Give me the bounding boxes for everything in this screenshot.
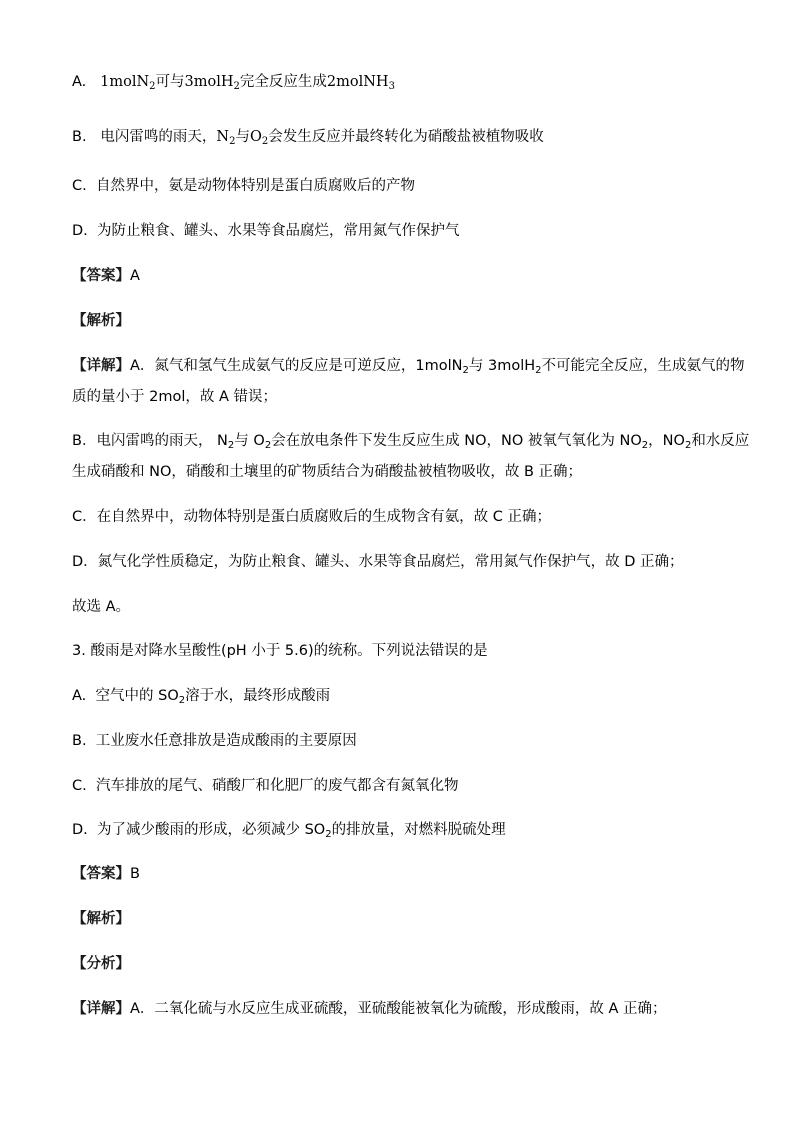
text: 为了减少酸雨的形成，必须减少 SO bbox=[97, 822, 326, 838]
subscript: 2 bbox=[227, 440, 235, 451]
q3-option-c bbox=[72, 776, 732, 796]
subscript: 2 bbox=[264, 440, 272, 451]
option-label: A. bbox=[72, 688, 87, 704]
analysis2-tag: 【分析】 bbox=[72, 956, 130, 972]
q2-detail-b-line1 bbox=[72, 431, 750, 456]
option-label: C. bbox=[72, 178, 87, 194]
subscript: 2 bbox=[178, 695, 186, 706]
subscript: 2 bbox=[684, 440, 692, 451]
text: ，NO bbox=[648, 433, 685, 449]
subscript: 3 bbox=[388, 81, 395, 92]
q2-option-a bbox=[72, 72, 732, 97]
text: 不可能完全反应，生成氨气的物 bbox=[541, 358, 745, 374]
subscript: 2 bbox=[325, 829, 332, 840]
option-label: A. bbox=[72, 74, 87, 90]
text: 会发生反应并最终转化为硝酸盐被植物吸收 bbox=[268, 129, 544, 145]
option-text: 自然界中，氨是动物体特别是蛋白质腐败后的产物 bbox=[95, 178, 415, 194]
option-label: B. bbox=[72, 129, 87, 145]
text: 溶于水，最终形成酸雨 bbox=[185, 688, 331, 704]
subscript: 2 bbox=[229, 136, 236, 147]
q2-detail-d: D．氮气化学性质稳定，为防止粮食、罐头、水果等食品腐烂，常用氮气作保护气，故 D 正确； bbox=[72, 554, 684, 570]
text: 与 O bbox=[234, 433, 265, 449]
text: A．氮气和氢气生成氨气的反应是可逆反应，1molN bbox=[130, 358, 463, 374]
analysis-tag: 【解析】 bbox=[72, 911, 130, 927]
option-text: 为防止粮食、罐头、水果等食品腐烂，常用氮气作保护气 bbox=[97, 223, 460, 239]
text: 与 bbox=[235, 129, 250, 145]
q3-detail-a bbox=[72, 999, 732, 1019]
q2-analysis-heading bbox=[72, 311, 732, 331]
text: 2molNH bbox=[326, 74, 389, 90]
option-label: D. bbox=[72, 822, 88, 838]
text: 完全反应生成 bbox=[239, 74, 327, 90]
text: 的排放量，对燃料脱硫处理 bbox=[331, 822, 506, 838]
q3-option-b bbox=[72, 731, 732, 751]
answer-value: A bbox=[130, 268, 140, 284]
answer-tag: 【答案】 bbox=[72, 268, 130, 284]
option-label: C. bbox=[72, 778, 87, 794]
subscript: 2 bbox=[641, 440, 649, 451]
q2-detail-b-line2: 生成硝酸和 NO，硝酸和土壤里的矿物质结合为硝酸盐被植物吸收，故 B 正确； bbox=[72, 464, 583, 480]
q2-option-c bbox=[72, 176, 732, 196]
q2-answer bbox=[72, 266, 732, 286]
analysis-tag: 【解析】 bbox=[72, 313, 130, 329]
text: B．电闪雷鸣的雨天， N bbox=[72, 433, 228, 449]
text: 1molN bbox=[100, 74, 150, 90]
option-text: 汽车排放的尾气、硝酸厂和化肥厂的废气都含有氮氧化物 bbox=[95, 778, 459, 794]
text: 与 3molH bbox=[468, 358, 536, 374]
q2-option-d bbox=[72, 221, 732, 241]
answer-tag: 【答案】 bbox=[72, 866, 130, 882]
subscript: 2 bbox=[535, 365, 542, 376]
subscript: 2 bbox=[149, 81, 156, 92]
text: 会在放电条件下发生反应生成 NO，NO 被氧气氧化为 NO bbox=[271, 433, 642, 449]
text: O bbox=[249, 129, 262, 145]
q3-analysis2-heading bbox=[72, 954, 732, 974]
q3-analysis-heading bbox=[72, 909, 732, 929]
option-label: B. bbox=[72, 733, 87, 749]
text: 电闪雷鸣的雨天， bbox=[100, 129, 217, 145]
text: 3molH bbox=[184, 74, 234, 90]
detail-tag: 【详解】 bbox=[72, 1001, 130, 1017]
text: 可与 bbox=[155, 74, 185, 90]
detail-tag: 【详解】 bbox=[72, 358, 130, 374]
option-text: 工业废水任意排放是造成酸雨的主要原因 bbox=[95, 733, 357, 749]
text: 空气中的 SO bbox=[95, 688, 179, 704]
q3-stem: 3. 酸雨是对降水呈酸性(pH 小于 5.6)的统称。下列说法错误的是 bbox=[72, 643, 488, 659]
q2-option-b bbox=[72, 127, 732, 152]
q2-conclusion: 故选 A。 bbox=[72, 599, 131, 615]
subscript: 2 bbox=[261, 136, 269, 147]
subscript: 2 bbox=[462, 365, 469, 376]
subscript: 2 bbox=[233, 81, 240, 92]
answer-value: B bbox=[130, 866, 140, 882]
q3-option-a bbox=[72, 686, 732, 711]
q2-detail-a-line2: 质的量小于 2mol，故 A 错误； bbox=[72, 389, 277, 405]
q3-option-d bbox=[72, 820, 732, 845]
text: 和水反应 bbox=[691, 433, 750, 449]
text: A．二氧化硫与水反应生成亚硫酸，亚硫酸能被氧化为硫酸，形成酸雨，故 A 正确； bbox=[130, 1001, 667, 1017]
option-label: D. bbox=[72, 223, 88, 239]
text: N bbox=[216, 129, 230, 145]
q2-detail-c: C．在自然界中，动物体特别是蛋白质腐败后的生成物含有氨，故 C 正确； bbox=[72, 509, 551, 525]
q3-answer bbox=[72, 864, 732, 884]
q2-detail-a-line1 bbox=[72, 356, 745, 381]
